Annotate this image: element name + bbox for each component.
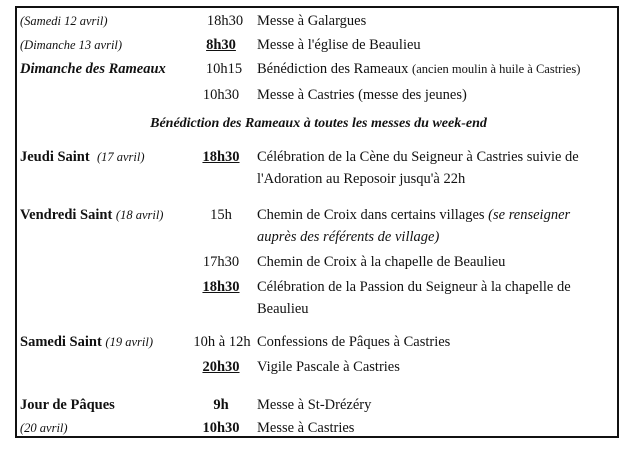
description: Messe à Castries	[257, 420, 355, 436]
description-line-2: auprès des référents de village)	[257, 229, 440, 245]
day-label: (Samedi 12 avril)	[20, 14, 108, 28]
description-main: Bénédiction des Rameaux	[257, 61, 409, 77]
description: Vigile Pascale à Castries	[257, 359, 400, 375]
description-line-2: l'Adoration au Reposoir jusqu'à 22h	[257, 171, 466, 187]
day-label: (20 avril)	[20, 421, 68, 435]
time: 10h30	[202, 87, 240, 103]
day-date: (17 avril)	[96, 150, 145, 164]
time: 15h	[210, 207, 232, 223]
day-name: Vendredi Saint	[20, 207, 113, 223]
time: 18h30	[202, 279, 240, 295]
time: 20h30	[202, 359, 240, 375]
description: Messe à Galargues	[257, 13, 367, 29]
description: Messe à St-Drézéry	[257, 397, 372, 413]
description: Chemin de Croix à la chapelle de Beaulieu	[257, 254, 506, 270]
time: 8h30	[206, 37, 236, 53]
description-line-2: Beaulieu	[257, 301, 309, 317]
day-label: (Dimanche 13 avril)	[20, 38, 123, 52]
description	[257, 205, 570, 225]
description: Célébration de la Cène du Seigneur à Castries suivie de	[257, 149, 579, 165]
day-label	[20, 205, 163, 225]
time: 10h à 12h	[193, 334, 251, 350]
day-label: Dimanche des Rameaux	[20, 61, 166, 77]
day-name: Jeudi Saint	[20, 149, 90, 165]
day-name: Samedi Saint	[20, 334, 102, 350]
description: Célébration de la Passion du Seigneur à la chapelle de	[257, 279, 571, 295]
description-note: (se renseigner	[488, 207, 571, 223]
day-date: (19 avril)	[105, 335, 153, 349]
day-label	[20, 332, 153, 352]
description	[257, 59, 580, 79]
day-label	[20, 147, 145, 167]
description-main: Chemin de Croix dans certains villages	[257, 207, 485, 223]
description-note: (ancien moulin à huile à Castries)	[412, 62, 581, 76]
time: 10h30	[202, 420, 240, 436]
description: Messe à Castries (messe des jeunes)	[257, 87, 467, 103]
description: Confessions de Pâques à Castries	[257, 334, 451, 350]
banner-note: Bénédiction des Rameaux à toutes les messes du week-end	[150, 116, 487, 131]
time: 17h30	[202, 254, 240, 270]
description: Messe à l'église de Beaulieu	[257, 37, 421, 53]
time: 10h15	[205, 61, 243, 77]
time: 18h30	[206, 13, 244, 29]
day-date: (18 avril)	[115, 208, 164, 222]
time: 18h30	[202, 149, 240, 165]
time: 9h	[213, 397, 229, 413]
day-label: Jour de Pâques	[20, 397, 115, 413]
